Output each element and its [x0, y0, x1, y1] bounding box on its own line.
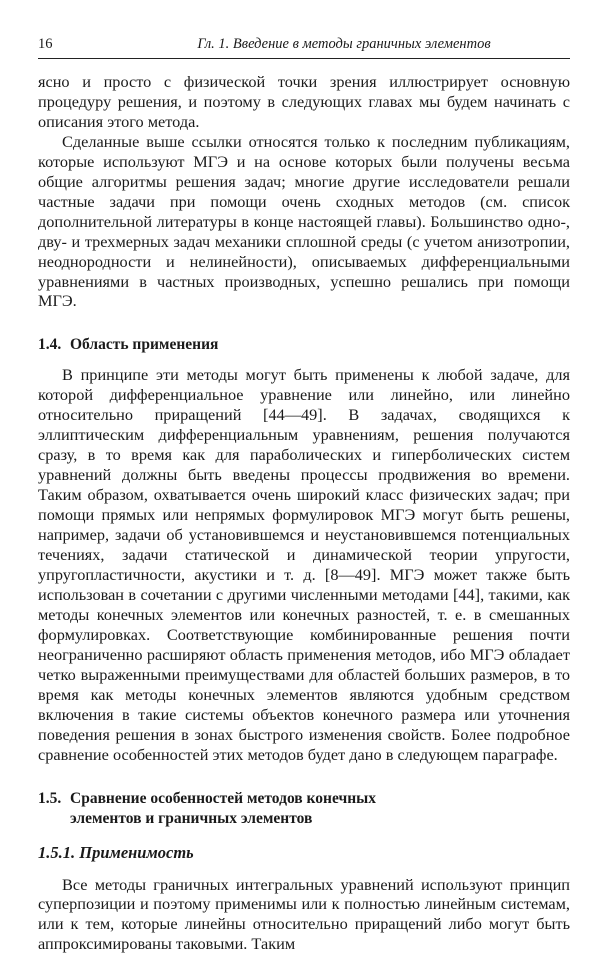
- section-title-1-4: Область применения: [70, 336, 218, 353]
- paragraph-applicability: Все методы граничных интегральных уравнений используют принцип суперпозиции и поэтому применимы или к полностью линейным системам, или к тем, которые линейны относительно приращений либо могут быть аппроксимированы таковыми. Таким: [38, 875, 570, 954]
- body-text: [38, 72, 570, 954]
- section-number-1-4: 1.4.: [38, 335, 70, 355]
- page-number: 16: [38, 36, 78, 53]
- section-heading-1-5: [38, 789, 570, 829]
- paragraph-application-area: В принципе эти методы могут быть применены к любой задаче, для которой дифференциальное уравнение или линейно, или линейно относительно приращений [44—49]. В задачах, сводящихся к эллиптическим дифференциальным уравнениям, решения получаются сразу, в то время как для параболических и гиперболических систем уравнений должны быть введены процессы продвижения во времени. Таким образом, охватывается очень широкий класс физических задач; при помощи прямых или непрямых формулировок МГЭ могут быть решены, например, задачи об установившемся и неустановившемся потенциальных течениях, задачи статической и динамической теории упругости, упругопластичности, акустики и т. д. [8—49]. МГЭ может также быть использован в сочетании с другими численными методами [44], такими, как методы конечных элементов или конечных разностей, т. е. в смешанных формулировках. Соответствующие комбинированные решения почти неограниченно расширяют область применения методов, ибо МГЭ обладает четко выраженными преимуществами для областей больших размеров, в то время как методы конечных элементов являются удобным средством включения в такие системы объектов конечного размера или уточнения поведения решения в зонах быстрого изменения свойств. Более подробное сравнение особенностей этих методов будет дано в следующем параграфе.: [38, 365, 570, 764]
- section-title-1-5-line2: элементов и граничных элементов: [38, 809, 570, 829]
- subsection-heading-1-5-1: 1.5.1. Применимость: [38, 843, 570, 863]
- section-number-1-5: 1.5.: [38, 789, 70, 809]
- paragraph-continued: ясно и просто с физической точки зрения иллюстрирует основную процедуру решения, и поэтому в следующих главах мы будем начинать с описания этого метода.: [38, 72, 570, 132]
- running-title: Гл. 1. Введение в методы граничных элементов: [78, 36, 570, 53]
- section-title-1-5-line1: Сравнение особенностей методов конечных: [70, 790, 376, 807]
- paragraph-references: Сделанные выше ссылки относятся только к последним публикациям, которые используют МГЭ и на основе которых были получены весьма общие алгоритмы решения задач; многие другие исследователи решали частные задачи при помощи очень сходных методов (см. список дополнительной литературы в конце настоящей главы). Большинство одно-, дву- и трехмерных задач механики сплошной среды (с учетом анизотропии, неоднородности и нелинейности), описываемых дифференциальными уравнениями в частных производных, успешно решались при помощи МГЭ.: [38, 132, 570, 312]
- section-heading-1-4: [38, 335, 570, 355]
- book-page: [38, 36, 570, 954]
- running-head: [38, 36, 570, 59]
